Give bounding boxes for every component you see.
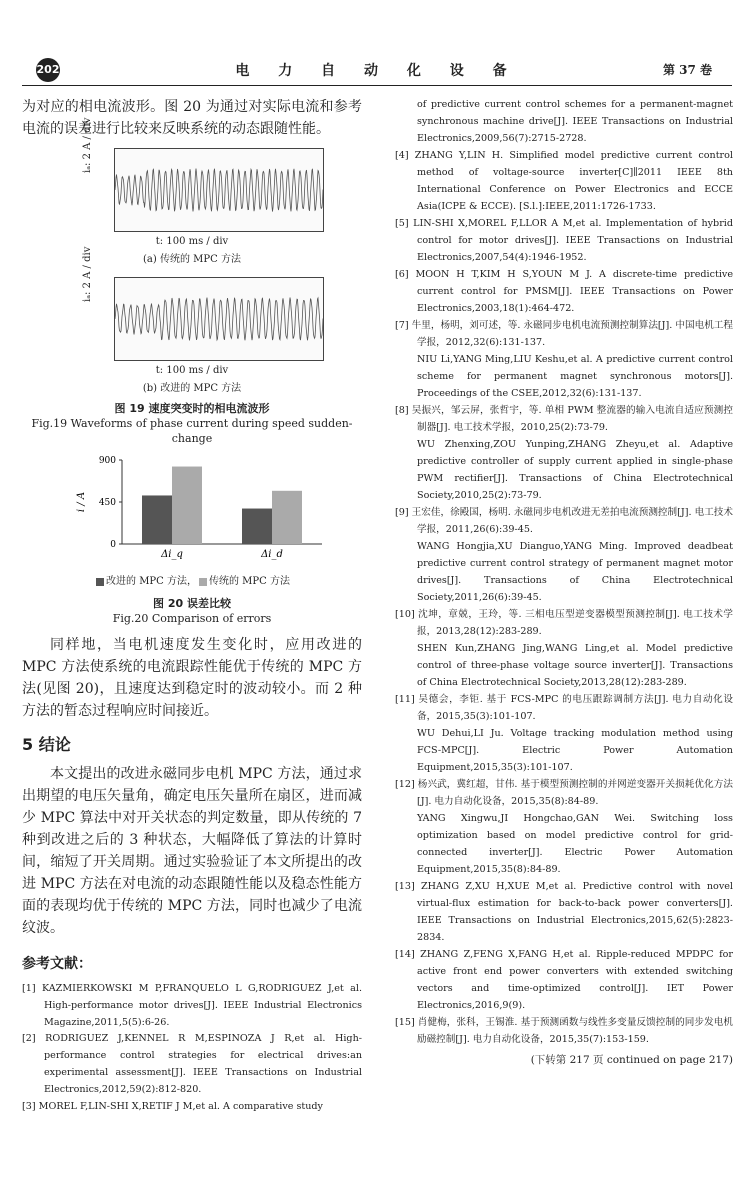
fig20-caption-en: Fig.20 Comparison of errors	[112, 612, 272, 625]
reference-item: [7] 牛里，杨明，刘可述，等. 永磁同步电机电流预测控制算法[J]. 中国电机工程学报，2012,32(6):131-137.	[395, 320, 733, 348]
reference-item: [12] 杨兴武，冀红超，甘伟. 基于模型预测控制的并网逆变器开关损耗优化方法[J]. 电力自动化设备，2015,35(8):84-89.	[395, 779, 733, 807]
y-tick-label: 0	[110, 540, 116, 550]
page-header	[22, 58, 732, 84]
right-column	[395, 96, 733, 1067]
page-number: 202	[36, 58, 60, 82]
reference-item: [3] MOREL F,LIN-SHI X,RETIF J M,et al. A comparative study	[22, 1100, 323, 1112]
reference-item-translation: NIU Li,YANG Ming,LIU Keshu,et al. A predictive current control scheme for permanent magnet synchronous motors[J]. Proceedings of the CSEE,2012,32(6):131-137.	[417, 354, 733, 399]
reference-item: [4] ZHANG Y,LIN H. Simplified model predictive current control method of voltage-source inverter[C]∥2011 IEEE 8th International Conference on Power Electronics and ECCE Asia(ICPE & ECCE). [S.l.]:IEEE,2011:1726-1733.	[395, 150, 733, 212]
bar-improved	[242, 509, 272, 544]
legend-traditional-label: 传统的 MPC 方法	[209, 576, 290, 587]
fig19-caption-en: Fig.19 Waveforms of phase current during speed sudden-change	[31, 417, 353, 445]
reference-item: of predictive current control schemes for a permanent-magnet synchronous machine drive[J]. IEEE Transactions on Industrial Electronics,2009,56(7):2715-2728.	[417, 99, 733, 144]
reference-item: [1] KAZMIERKOWSKI M P,FRANQUELO L G,RODRIGUEZ J,et al. High-performance motor drives[J]. IEEE Industrial Electronics Magazine,2011,5(5):6-26.	[22, 983, 362, 1028]
conclusion-paragraph: 本文提出的改进永磁同步电机 MPC 方法，通过求出期望的电压矢量角，确定电压矢量所在扇区，进而减少 MPC 算法中对开关状态的判定数量，即从传统的 7 种到改进之后的 3 种状态，大幅降低了算法的计算时间，缩短了开关周期。通过实验验证了本文所提出的改进 MPC 方法在对电流的动态跟随性能以及稳态性能方面的表现均优于传统的 MPC 方法，同时也减少了电流纹波。	[22, 766, 362, 936]
reference-item-translation: WANG Hongjia,XU Dianguo,YANG Ming. Improved deadbeat predictive current control strategy of permanent magnet motor drives[J]. Transactions of China Electrotechnical Society,2011,26(6):39-45.	[417, 541, 733, 603]
reference-item: [8] 吴振兴，邹云屏，张哲宇，等. 单相 PWM 整流器的输入电流自适应预测控制器[J]. 电工技术学报，2010,25(2):73-79.	[395, 405, 733, 433]
y-tick-label: 900	[98, 456, 116, 466]
section-heading-conclusion: 5 结论	[22, 735, 71, 754]
fig19a-ylabel: iₐ: 2 A / div	[82, 117, 93, 173]
x-tick-label: Δi_q	[161, 549, 183, 560]
journal-title: 电 力 自 动 化 设 备	[235, 63, 519, 79]
reference-item: [9] 王宏佳，徐殿国，杨明. 永磁同步电机改进无差拍电流预测控制[J]. 电工技术学报，2011,26(6):39-45.	[395, 507, 733, 535]
fig19b-caption: (b) 改进的 MPC 方法	[142, 383, 242, 394]
reference-item-translation: SHEN Kun,ZHANG Jing,WANG Ling,et al. Model predictive control of three-phase voltage source inverter[J]. Transactions of China Electrotechnical Society,2013,28(12):283-289.	[417, 643, 733, 688]
fig19a-waveform-plot	[114, 148, 324, 232]
reference-item-translation: YANG Xingwu,JI Hongchao,GAN Wei. Switching loss optimization based on model predictive control for grid-connected inverter[J]. Electric Power Automation Equipment,2015,35(8):84-89.	[417, 813, 733, 875]
volume-label: 第 37 卷	[662, 63, 712, 77]
y-axis-title: i / A	[76, 491, 87, 513]
paragraph-2: 同样地，当电机速度发生变化时，应用改进的 MPC 方法使系统的电流跟踪性能优于传统的 MPC 方法(见图 20)，且速度达到稳定时的波动较小。而 2 种方法的暂态过程响应时间接近。	[22, 637, 362, 719]
fig19a-waveform	[115, 149, 323, 231]
continued-note: (下转第 217 页 continued on page 217)	[530, 1054, 733, 1066]
reference-item: [11] 吴德会，李钜. 基于 FCS-MPC 的电压跟踪调制方法[J]. 电力自动化设备，2015,35(3):101-107.	[395, 694, 733, 722]
legend-improved-label: 改进的 MPC 方法	[106, 576, 187, 587]
fig19b-waveform	[115, 278, 323, 360]
reference-item: [10] 沈坤，章兢，王玲，等. 三相电压型逆变器模型预测控制[J]. 电工技术学报，2013,28(12):283-289.	[395, 609, 733, 637]
fig20-chart-svg	[22, 452, 362, 572]
fig20-bar-chart	[22, 452, 362, 572]
fig20-caption-cn: 图 20 误差比较	[153, 597, 231, 610]
bar-traditional	[272, 491, 302, 544]
y-tick-label: 450	[98, 498, 116, 508]
fig20-legend: 改进的 MPC 方法， 传统的 MPC 方法	[22, 572, 362, 587]
reference-item: [14] ZHANG Z,FENG X,FANG H,et al. Ripple-reduced MPDPC for active front end power converters with extended switching vectors and time-optimized control[J]. IET Power Electronics,2016,9(9).	[395, 949, 733, 1011]
fig19b-waveform-plot	[114, 277, 324, 361]
reference-item: [15] 肖健梅，张科，王锡淮. 基于预测函数与线性多变量反馈控制的同步发电机励磁控制[J]. 电力自动化设备，2015,35(7):153-159.	[395, 1017, 733, 1045]
bar-improved	[142, 495, 172, 544]
bar-traditional	[172, 467, 202, 544]
legend-traditional-swatch	[199, 578, 207, 586]
fig19b-ylabel: iₐ: 2 A / div	[82, 246, 93, 302]
reference-item: [13] ZHANG Z,XU H,XUE M,et al. Predictive control with novel virtual-flux estimation for back-to-back power converters[J]. IEEE Transactions on Industrial Electronics,2015,62(5):2823-2834.	[395, 881, 733, 943]
reference-item-translation: WU Dehui,LI Ju. Voltage tracking modulation method using FCS-MPC[J]. Electric Power Automation Equipment,2015,35(3):101-107.	[417, 728, 733, 773]
left-column	[22, 96, 362, 1115]
intro-paragraph: 为对应的相电流波形。图 20 为通过对实际电流和参考电流的误差进行比较来反映系统的动态跟随性能。	[22, 99, 362, 137]
reference-item: [2] RODRIGUEZ J,KENNEL R M,ESPINOZA J R,et al. High-performance control strategies for electrical drives:an experimental assessment[J]. IEEE Transactions on Industrial Electronics,2012,59(2):812-820.	[22, 1033, 362, 1095]
reference-item: [5] LIN-SHI X,MOREL F,LLOR A M,et al. Implementation of hybrid control for motor drives[J]. IEEE Transactions on Industrial Electronics,2007,54(4):1946-1952.	[395, 218, 733, 263]
fig19-caption-cn: 图 19 速度突变时的相电流波形	[114, 402, 270, 415]
fig19a-caption: (a) 传统的 MPC 方法	[143, 254, 241, 265]
fig19b-xlabel: t: 100 ms / div	[155, 365, 229, 376]
reference-item-translation: WU Zhenxing,ZOU Yunping,ZHANG Zheyu,et al. Adaptive predictive controller of supply current applied in single-phase PWM rectifier[J]. Transactions of China Electrotechnical Society,2010,25(2):73-79.	[417, 439, 733, 501]
reference-item: [6] MOON H T,KIM H S,YOUN M J. A discrete-time predictive current control for PMSM[J]. IEEE Transactions on Power Electronics,2003,18(1):464-472.	[395, 269, 733, 314]
fig19a-xlabel: t: 100 ms / div	[155, 236, 229, 247]
legend-improved-swatch	[96, 578, 104, 586]
x-tick-label: Δi_d	[261, 549, 283, 560]
header-rule	[22, 85, 732, 86]
references-heading: 参考文献：	[22, 956, 92, 972]
